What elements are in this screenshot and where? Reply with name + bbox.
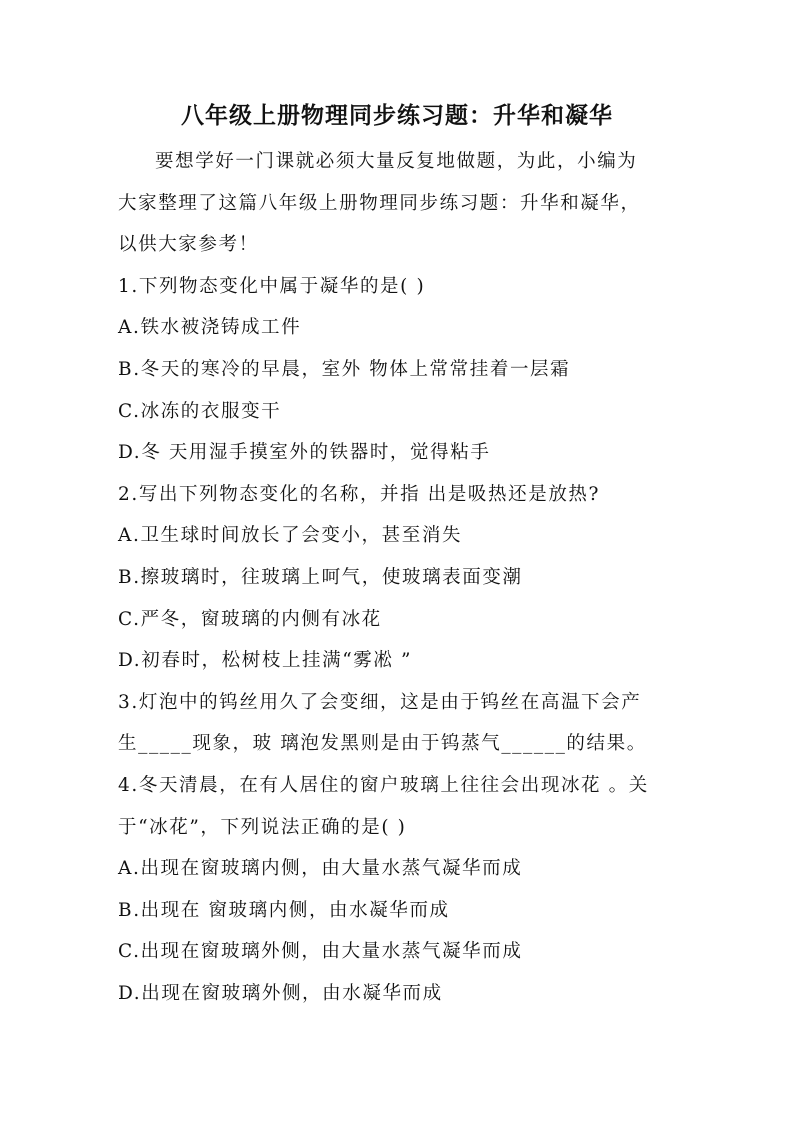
option-1a: A.铁水被浇铸成工件 [118,317,302,339]
intro-line: 大家整理了这篇八年级上册物理同步练习题：升华和凝华， [118,192,641,214]
option-4d: D.出现在窗玻璃外侧，由水凝华而成 [118,982,443,1004]
question-4-line-1: 4.冬天清晨，在有人居住的窗户玻璃上往往会出现冰花 。关 [118,774,649,796]
option-1c: C.冰冻的衣服变干 [118,400,282,422]
item-2d: D.初春时，松树枝上挂满“雾凇 ” [118,650,413,672]
question-2: 2.写出下列物态变化的名称，并指 出是吸热还是放热? [118,483,601,505]
document-body [118,141,683,1014]
option-4c: C.出现在窗玻璃外侧，由大量水蒸气凝华而成 [118,941,523,963]
option-1d: D.冬 天用湿手摸室外的铁器时，觉得粘手 [118,442,491,464]
intro-line: 以供大家参考！ [118,234,259,256]
option-4a: A.出现在窗玻璃内侧，由大量水蒸气凝华而成 [118,858,523,880]
document-title: 八年级上册物理同步练习题：升华和凝华 [181,102,613,129]
option-1b: B.冬天的寒冷的早晨，室外 物体上常常挂着一层霜 [118,358,571,380]
question-3-line-1: 3.灯泡中的钨丝用久了会变细，这是由于钨丝在高温下会产 [118,691,642,713]
question-list [118,266,683,1015]
intro-paragraph [118,141,683,266]
item-2b: B.擦玻璃时，往玻璃上呵气，使玻璃表面变潮 [118,566,523,588]
question-3-line-2: 生_____现象，玻 璃泡发黑则是由于钨蒸气______的结果。 [118,733,647,755]
item-2a: A.卫生球时间放长了会变小，甚至消失 [118,525,463,547]
intro-line: 要想学好一门课就必须大量反复地做题，为此，小编为 [155,151,638,172]
item-2c: C.严冬，窗玻璃的内侧有冰花 [118,608,382,630]
option-4b: B.出现在 窗玻璃内侧，由水凝华而成 [118,899,450,921]
question-4-line-2: 于“冰花”，下列说法正确的是( ) [118,816,407,838]
question-1: 1.下列物态变化中属于凝华的是( ) [118,275,426,297]
